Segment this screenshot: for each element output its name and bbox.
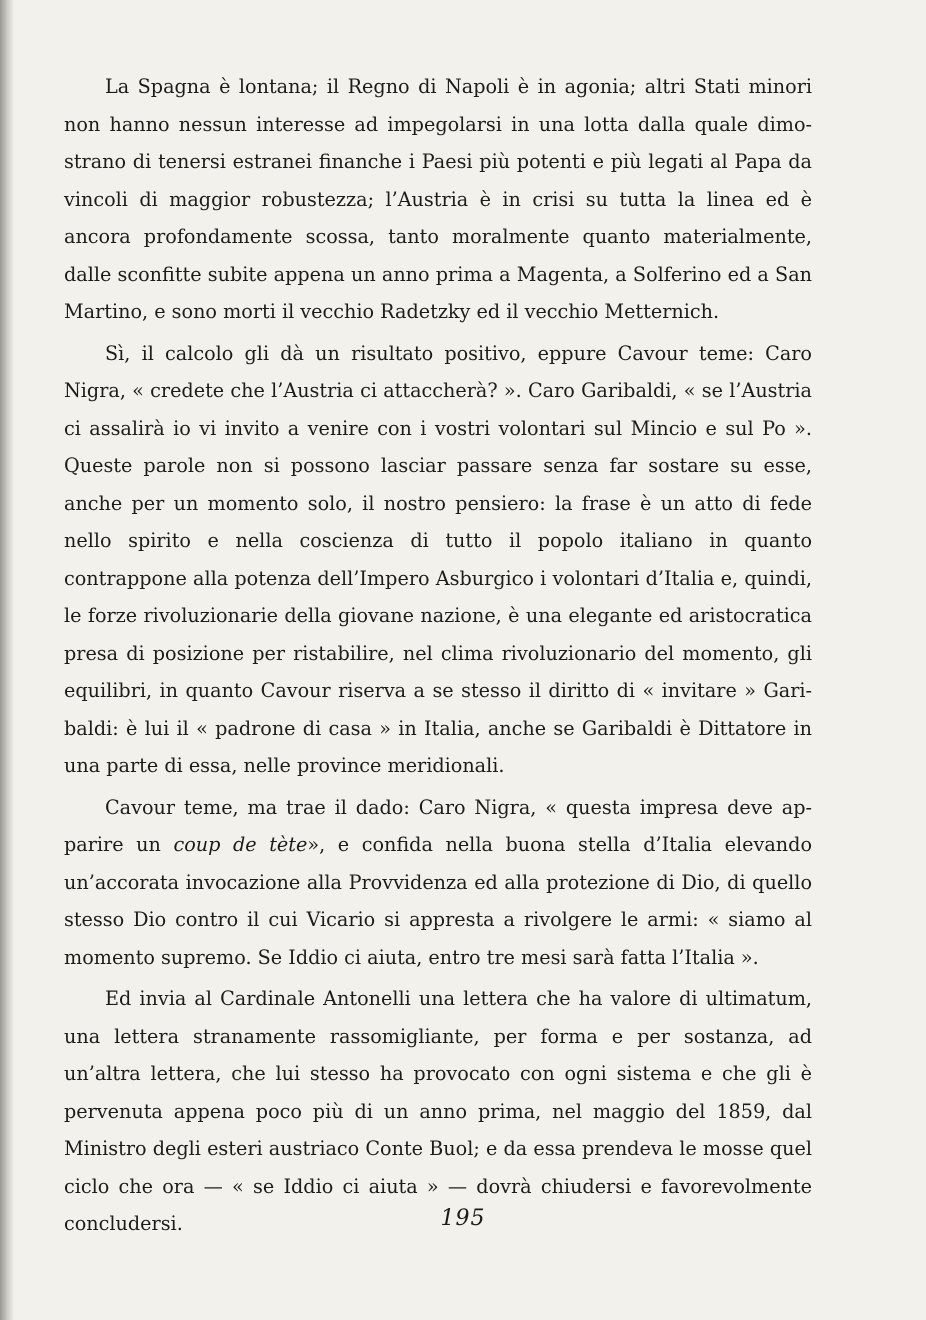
paragraph-3-text-start: Cavour teme, ma trae il dado: Caro Nigra, « questa impresa deve apparire un [64, 795, 812, 856]
italic-phrase: coup de tète [173, 833, 308, 856]
paragraph-3-text-end: », e confida nella buona stella d’Italia elevando un’accorata invocazione alla Provvidenza ed alla protezione di Dio, di quello stesso Dio contro il cui Vicario si appresta a rivolgere le armi: « siamo al momento supremo. Se Iddio ci aiuta, entro tre mesi sarà fatta l’Italia ». [64, 833, 812, 969]
paragraph-4: Ed invia al Cardinale Antonelli una lettera che ha valore di ultimatum, una lettera stranamente rassomigliante, per forma e per sostanza, ad un’altra lettera, che lui stesso ha provocato con ogni sistema e che gli è pervenuta appena poco più di un anno prima, nel maggio del 1859, dal Ministro degli esteri austriaco Conte Buol; e da essa prendeva le mosse quel ciclo che ora — « se Iddio ci aiuta » — dovrà chiudersi e favorevolmente concludersi. [64, 987, 812, 1235]
body-text [64, 68, 812, 1243]
paragraph-1: La Spagna è lontana; il Regno di Napoli è in agonia; altri Stati minori non hanno nessun interesse ad impegolarsi in una lotta dalla quale dimostrano di tenersi estranei finanche i Paesi più potenti e più legati al Papa da vincoli di maggior robustezza; l’Austria è in crisi su tutta la linea ed è ancora profondamente scossa, tanto moralmente quanto materialmente, dalle sconfitte subite appena un anno prima a Magenta, a Solferino ed a San Martino, e sono morti il vecchio Radetzky ed il vecchio Metternich. [64, 75, 812, 323]
page-binding-shadow [0, 0, 14, 1320]
page-number: 195 [440, 1206, 486, 1231]
paragraph-3 [64, 789, 812, 977]
paragraph-2: Sì, il calcolo gli dà un risultato positivo, eppure Cavour teme: Caro Nigra, « credete che l’Austria ci attaccherà? ». Caro Garibaldi, « se l’Austria ci assalirà io vi invito a venire con i vostri volontari sul Mincio e sul Po ». Queste parole non si possono lasciar passare senza far sostare su esse, anche per un momento solo, il nostro pensiero: la frase è un atto di fede nello spirito e nella coscienza di tutto il popolo italiano in quanto contrappone alla potenza dell’Impero Asburgico i volontari d’Italia e, quindi, le forze rivoluzionarie della giovane nazione, è una elegante ed aristocratica presa di posizione per ristabilire, nel clima rivoluzionario del momento, gli equilibri, in quanto Cavour riserva a se stesso il diritto di « invitare » Garibaldi: è lui il « padrone di casa » in Italia, anche se Garibaldi è Dittatore in una parte di essa, nelle province meridionali. [64, 341, 812, 777]
